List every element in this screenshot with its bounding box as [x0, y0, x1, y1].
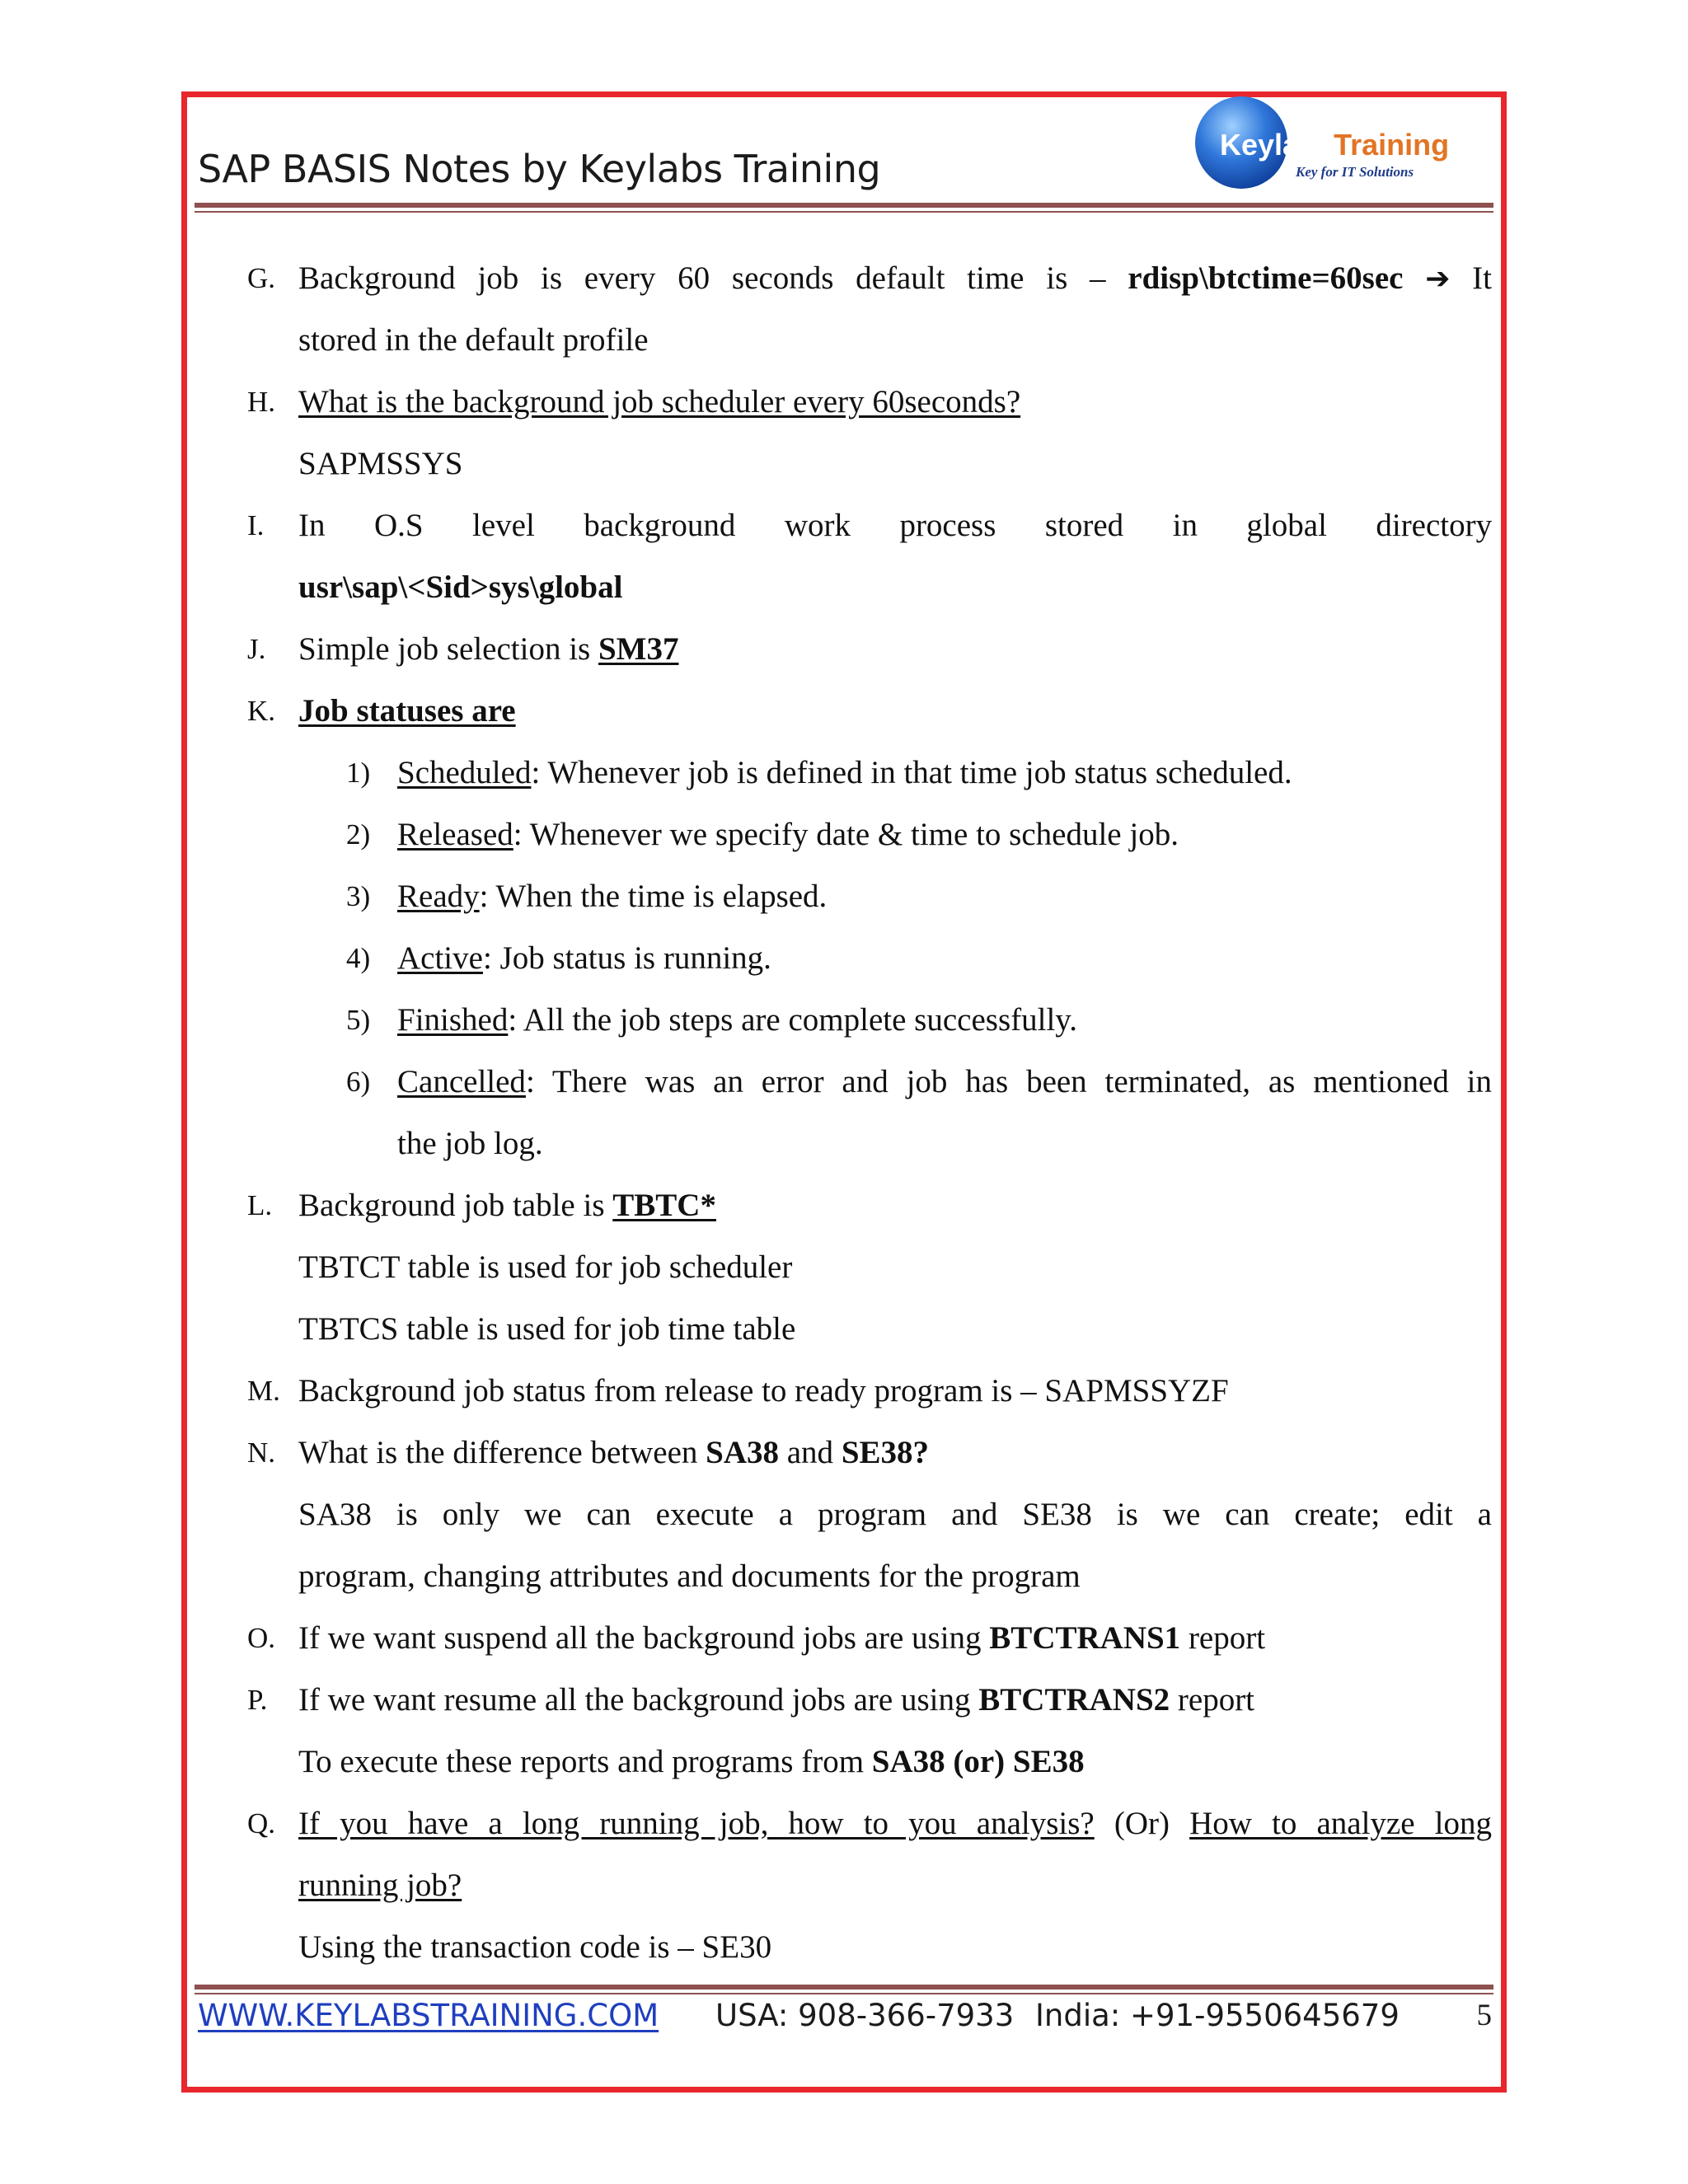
list-item [198, 680, 1492, 742]
section-heading: Job statuses are [298, 693, 516, 729]
item-marker: Q. [247, 1807, 276, 1840]
item-marker: H. [247, 386, 276, 418]
list-item-continuation: SAPMSSYS [298, 446, 463, 481]
status-item: 2) Released: Whenever we specify date & time to schedule job. [346, 817, 1179, 852]
list-item-continuation: TBTCS table is used for job time table [298, 1311, 796, 1347]
item-marker: O. [247, 1622, 276, 1654]
item-marker: N. [247, 1436, 276, 1469]
status-item: 6) Cancelled: There was an error and job has been terminated, as mentioned in [346, 1064, 1492, 1099]
website-link[interactable]: WWW.KEYLABSTRAINING.COM [198, 1998, 659, 2033]
logo-brand: KeylabsTraining [1220, 128, 1450, 162]
list-item-continuation: SA38 is only we can execute a program and SE38 is we can create; edit a [298, 1497, 1492, 1532]
list-item-continuation: Using the transaction code is – SE30 [298, 1929, 772, 1965]
list-item: P. If we want resume all the background jobs are using BTCTRANS2 report [198, 1669, 1492, 1731]
list-item [198, 247, 1492, 309]
footer-divider [195, 1985, 1493, 1994]
item-marker: I. [247, 509, 265, 541]
list-item-continuation: program, changing attributes and documents for the program [298, 1558, 1081, 1594]
status-item: 3) Ready: When the time is elapsed. [346, 879, 828, 914]
usa-phone: USA: 908-366-7933 [715, 1998, 1015, 2033]
list-item [198, 371, 1492, 433]
item-marker: K. [247, 695, 276, 727]
item-text: Background job is every 60 seconds default time is – rdisp\btctime=60sec ➔ It [298, 260, 1492, 296]
keylabs-logo [1195, 96, 1459, 195]
list-item: M. Background job status from release to ready program is – SAPMSSYZF [198, 1360, 1492, 1422]
list-item-continuation [198, 556, 1492, 618]
status-item: 4) Active: Job status is running. [346, 940, 771, 976]
logo-tagline: Key for IT Solutions [1296, 164, 1414, 180]
status-item: 1) Scheduled: Whenever job is defined in that time job status scheduled. [346, 755, 1292, 790]
page-footer [198, 1998, 1492, 2047]
status-item-continuation: the job log. [397, 1126, 543, 1161]
list-item: O. If we want suspend all the background jobs are using BTCTRANS1 report [198, 1607, 1492, 1669]
list-item-continuation: running job? [298, 1868, 462, 1903]
page-number: 5 [1476, 1999, 1492, 2032]
page-title: SAP BASIS Notes by Keylabs Training [198, 147, 881, 191]
item-marker: G. [247, 262, 276, 294]
list-item: L. Background job table is TBTC* [198, 1174, 1492, 1236]
list-item [198, 494, 1492, 556]
list-item: N. What is the difference between SA38 and SE38? [198, 1422, 1492, 1483]
list-item: J. Simple job selection is SM37 [198, 618, 1492, 680]
list-item-continuation: To execute these reports and programs from SA38 (or) SE38 [298, 1744, 1085, 1779]
status-item: 5) Finished: All the job steps are complete successfully. [346, 1002, 1077, 1038]
item-marker: P. [247, 1684, 268, 1716]
header-divider [195, 203, 1493, 213]
list-item: Q. If you have a long running job, how to you analysis? (Or) How to analyze long [198, 1793, 1492, 1854]
tcode-sm37: SM37 [598, 631, 679, 667]
directory-path: usr\sap\<Sid>sys\global [298, 569, 623, 605]
india-phone: India: +91-9550645679 [1035, 1998, 1400, 2033]
list-item-continuation: TBTCT table is used for job scheduler [298, 1249, 793, 1285]
item-text: In O.S level background work process stored in global directory [298, 508, 1493, 543]
question-text: What is the background job scheduler every 60seconds? [298, 384, 1021, 419]
notes-content [198, 247, 1493, 1965]
table-tbtc: TBTC* [612, 1188, 716, 1223]
list-item-continuation: stored in the default profile [298, 322, 649, 358]
item-marker: L. [247, 1189, 273, 1221]
item-marker: J. [247, 633, 266, 665]
item-marker: M. [247, 1375, 280, 1407]
arrow-right-icon: ➔ [1425, 262, 1451, 296]
